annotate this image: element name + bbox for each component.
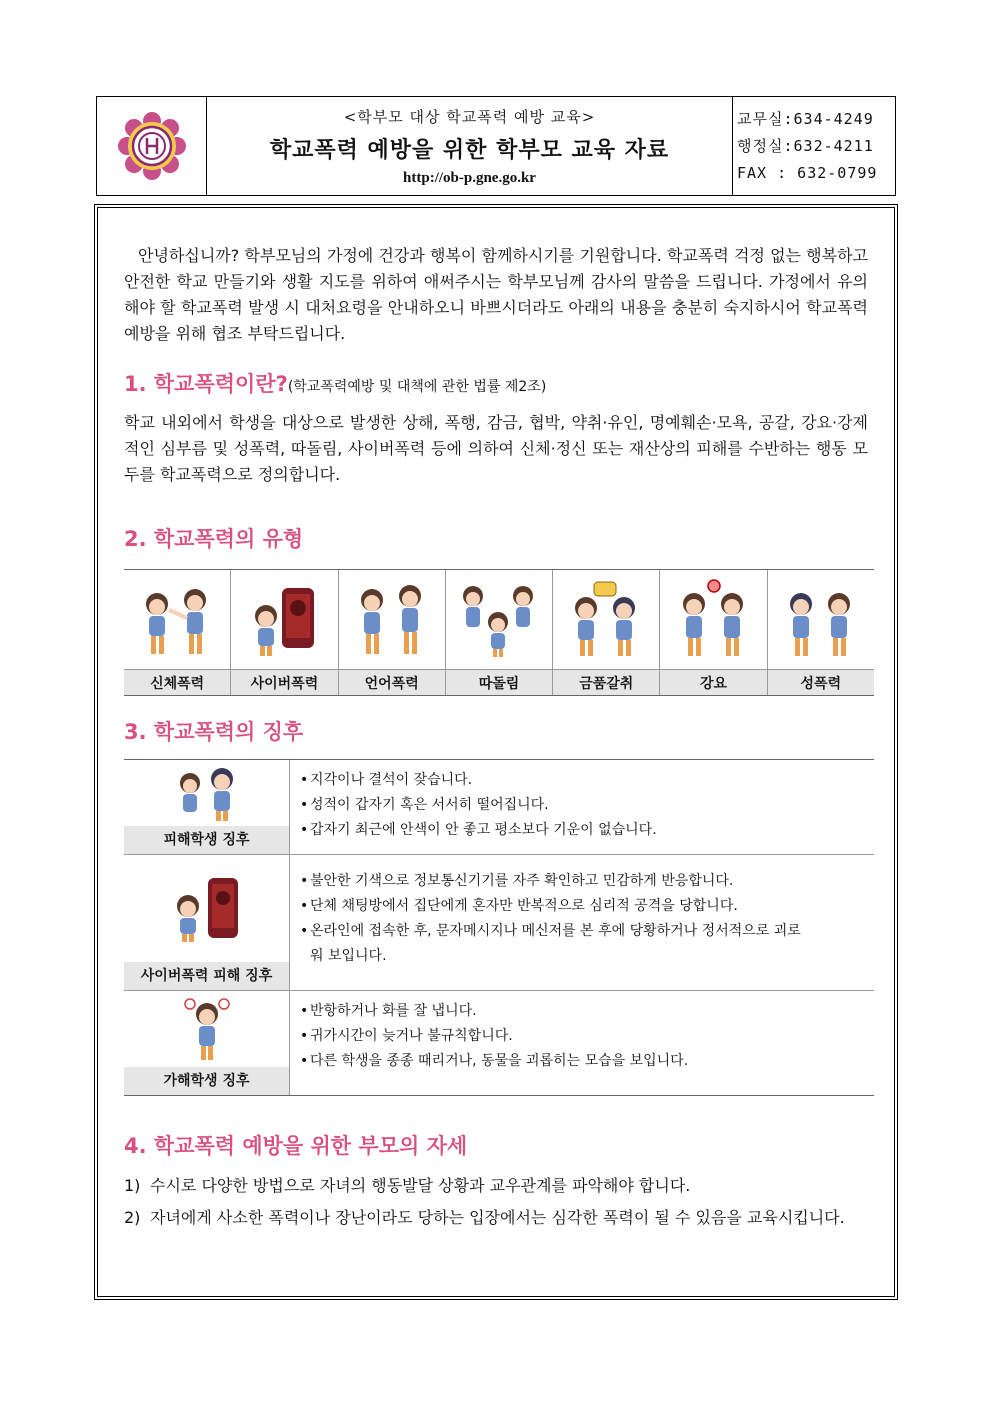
type-cell bbox=[231, 570, 338, 695]
sign-item: 온라인에 접속한 후, 문자메시지나 메신저를 본 후에 당황하거나 정서적으로 괴로워 보입니다. bbox=[310, 923, 801, 964]
sign-item: 반항하거나 화를 잘 냅니다. bbox=[310, 1003, 477, 1019]
section-heading bbox=[124, 368, 546, 398]
sign-items bbox=[290, 855, 874, 990]
type-cell bbox=[339, 570, 446, 695]
ostracism-illustration-icon bbox=[451, 578, 547, 662]
sign-row bbox=[124, 991, 874, 1095]
bullet: • bbox=[300, 1003, 309, 1019]
header-subtitle: <학부모 대상 학교폭력 예방 교육> bbox=[343, 107, 596, 126]
coercion-illustration-icon bbox=[666, 578, 762, 662]
type-label: 신체폭력 bbox=[124, 669, 230, 695]
type-cell bbox=[553, 570, 660, 695]
signs-table bbox=[124, 759, 874, 1096]
sign-label: 피해학생 징후 bbox=[124, 826, 289, 854]
list-item bbox=[124, 1205, 868, 1231]
bullet: • bbox=[300, 1053, 309, 1069]
sign-label: 사이버폭력 피해 징후 bbox=[124, 962, 289, 990]
bullet: • bbox=[300, 822, 309, 838]
victim-student-illustration-icon bbox=[162, 763, 252, 823]
violence-types-row bbox=[124, 569, 874, 696]
sign-row bbox=[124, 760, 874, 855]
type-label: 금품갈취 bbox=[553, 669, 659, 695]
sign-label: 가해학생 징후 bbox=[124, 1067, 289, 1095]
school-emblem-icon bbox=[117, 111, 187, 181]
section-3-title: 3. 학교폭력의 징후 bbox=[124, 720, 304, 744]
sexual-violence-illustration-icon bbox=[773, 578, 869, 662]
sign-item: 귀가시간이 늦거나 불규칙합니다. bbox=[310, 1028, 513, 1044]
parent-attitude-list bbox=[124, 1173, 868, 1237]
physical-violence-illustration-icon bbox=[129, 578, 225, 662]
item-number: 2) bbox=[124, 1208, 141, 1227]
verbal-violence-illustration-icon bbox=[344, 578, 440, 662]
item-number: 1) bbox=[124, 1176, 141, 1195]
sign-item: 다른 학생을 종종 때리거나, 동물을 괴롭히는 모습을 보입니다. bbox=[310, 1053, 689, 1069]
bullet: • bbox=[300, 772, 309, 788]
sign-item: 성적이 갑자기 혹은 서서히 떨어집니다. bbox=[310, 797, 549, 813]
extortion-illustration-icon bbox=[558, 578, 654, 662]
sign-item: 지각이나 결석이 잦습니다. bbox=[310, 772, 473, 788]
section-1-note: (학교폭력예방 및 대책에 관한 법률 제2조) bbox=[287, 379, 547, 395]
item-text: 자녀에게 사소한 폭력이나 장난이라도 당하는 입장에서는 심각한 폭력이 될 수 있음을 교육시킵니다. bbox=[150, 1208, 845, 1227]
bullet: • bbox=[300, 873, 309, 889]
document-header bbox=[96, 96, 896, 196]
type-cell bbox=[660, 570, 767, 695]
bullet: • bbox=[300, 797, 309, 813]
section-1-title: 1. 학교폭력이란? bbox=[124, 372, 288, 396]
sign-items bbox=[290, 991, 874, 1095]
contact-line: 교무실:634-4249 bbox=[737, 109, 874, 128]
list-item bbox=[124, 1173, 868, 1199]
header-title-cell bbox=[207, 97, 733, 195]
cyber-violence-illustration-icon bbox=[236, 578, 332, 662]
contact-line: 행정실:632-4211 bbox=[737, 136, 874, 155]
bullet: • bbox=[300, 1028, 309, 1044]
logo-cell bbox=[97, 97, 207, 195]
offender-student-illustration-icon bbox=[172, 994, 242, 1064]
sign-item: 불안한 기색으로 정보통신기기를 자주 확인하고 민감하게 반응합니다. bbox=[310, 873, 734, 889]
cyber-victim-illustration-icon bbox=[152, 874, 262, 944]
school-url[interactable]: http://ob-p.gne.go.kr bbox=[403, 169, 536, 186]
type-label: 언어폭력 bbox=[339, 669, 445, 695]
type-cell bbox=[768, 570, 874, 695]
section-4-title: 4. 학교폭력 예방을 위한 부모의 자세 bbox=[124, 1134, 468, 1158]
sign-row bbox=[124, 855, 874, 991]
sign-items bbox=[290, 760, 874, 854]
section-2-title: 2. 학교폭력의 유형 bbox=[124, 527, 304, 551]
bullet: • bbox=[300, 923, 309, 939]
page-title: 학교폭력 예방을 위한 학부모 교육 자료 bbox=[269, 137, 670, 163]
type-label: 강요 bbox=[660, 669, 766, 695]
contact-cell bbox=[733, 97, 895, 195]
definition-paragraph: 학교 내외에서 학생을 대상으로 발생한 상해, 폭행, 감금, 협박, 약취·유인, 명예훼손·모욕, 공갈, 강요·강제적인 심부름 및 성폭력, 따돌림, 사이버폭력 등에 의하여 신체·정신 또는 재산상의 피해를 수반하는 행동 모두를 학교폭력으로 정의합니다. bbox=[124, 413, 868, 484]
type-cell bbox=[446, 570, 553, 695]
item-text: 수시로 다양한 방법으로 자녀의 행동발달 상황과 교우관계를 파악해야 합니다. bbox=[150, 1176, 691, 1195]
type-label: 따돌림 bbox=[446, 669, 552, 695]
type-cell bbox=[124, 570, 231, 695]
sign-item: 단체 채팅방에서 집단에게 혼자만 반복적으로 심리적 공격을 당합니다. bbox=[310, 898, 738, 914]
contact-line: FAX : 632-0799 bbox=[737, 163, 878, 182]
bullet: • bbox=[300, 898, 309, 914]
type-label: 성폭력 bbox=[768, 669, 874, 695]
type-label: 사이버폭력 bbox=[231, 669, 337, 695]
sign-item: 갑자기 최근에 안색이 안 좋고 평소보다 기운이 없습니다. bbox=[310, 822, 657, 838]
intro-paragraph: 안녕하십니까? 학부모님의 가정에 건강과 행복이 함께하시기를 기원합니다. 학교폭력 걱정 없는 행복하고 안전한 학교 만들기와 생활 지도를 위하여 애써주시는 학부모님께 감사의 말씀을 드립니다. 가정에서 유의해야 할 학교폭력 발생 시 대처요령을 안내하오니 바쁘시더라도 아래의 내용을 충분히 숙지하시어 학교폭력 예방을 위해 협조 부탁드립니다. bbox=[124, 246, 868, 343]
